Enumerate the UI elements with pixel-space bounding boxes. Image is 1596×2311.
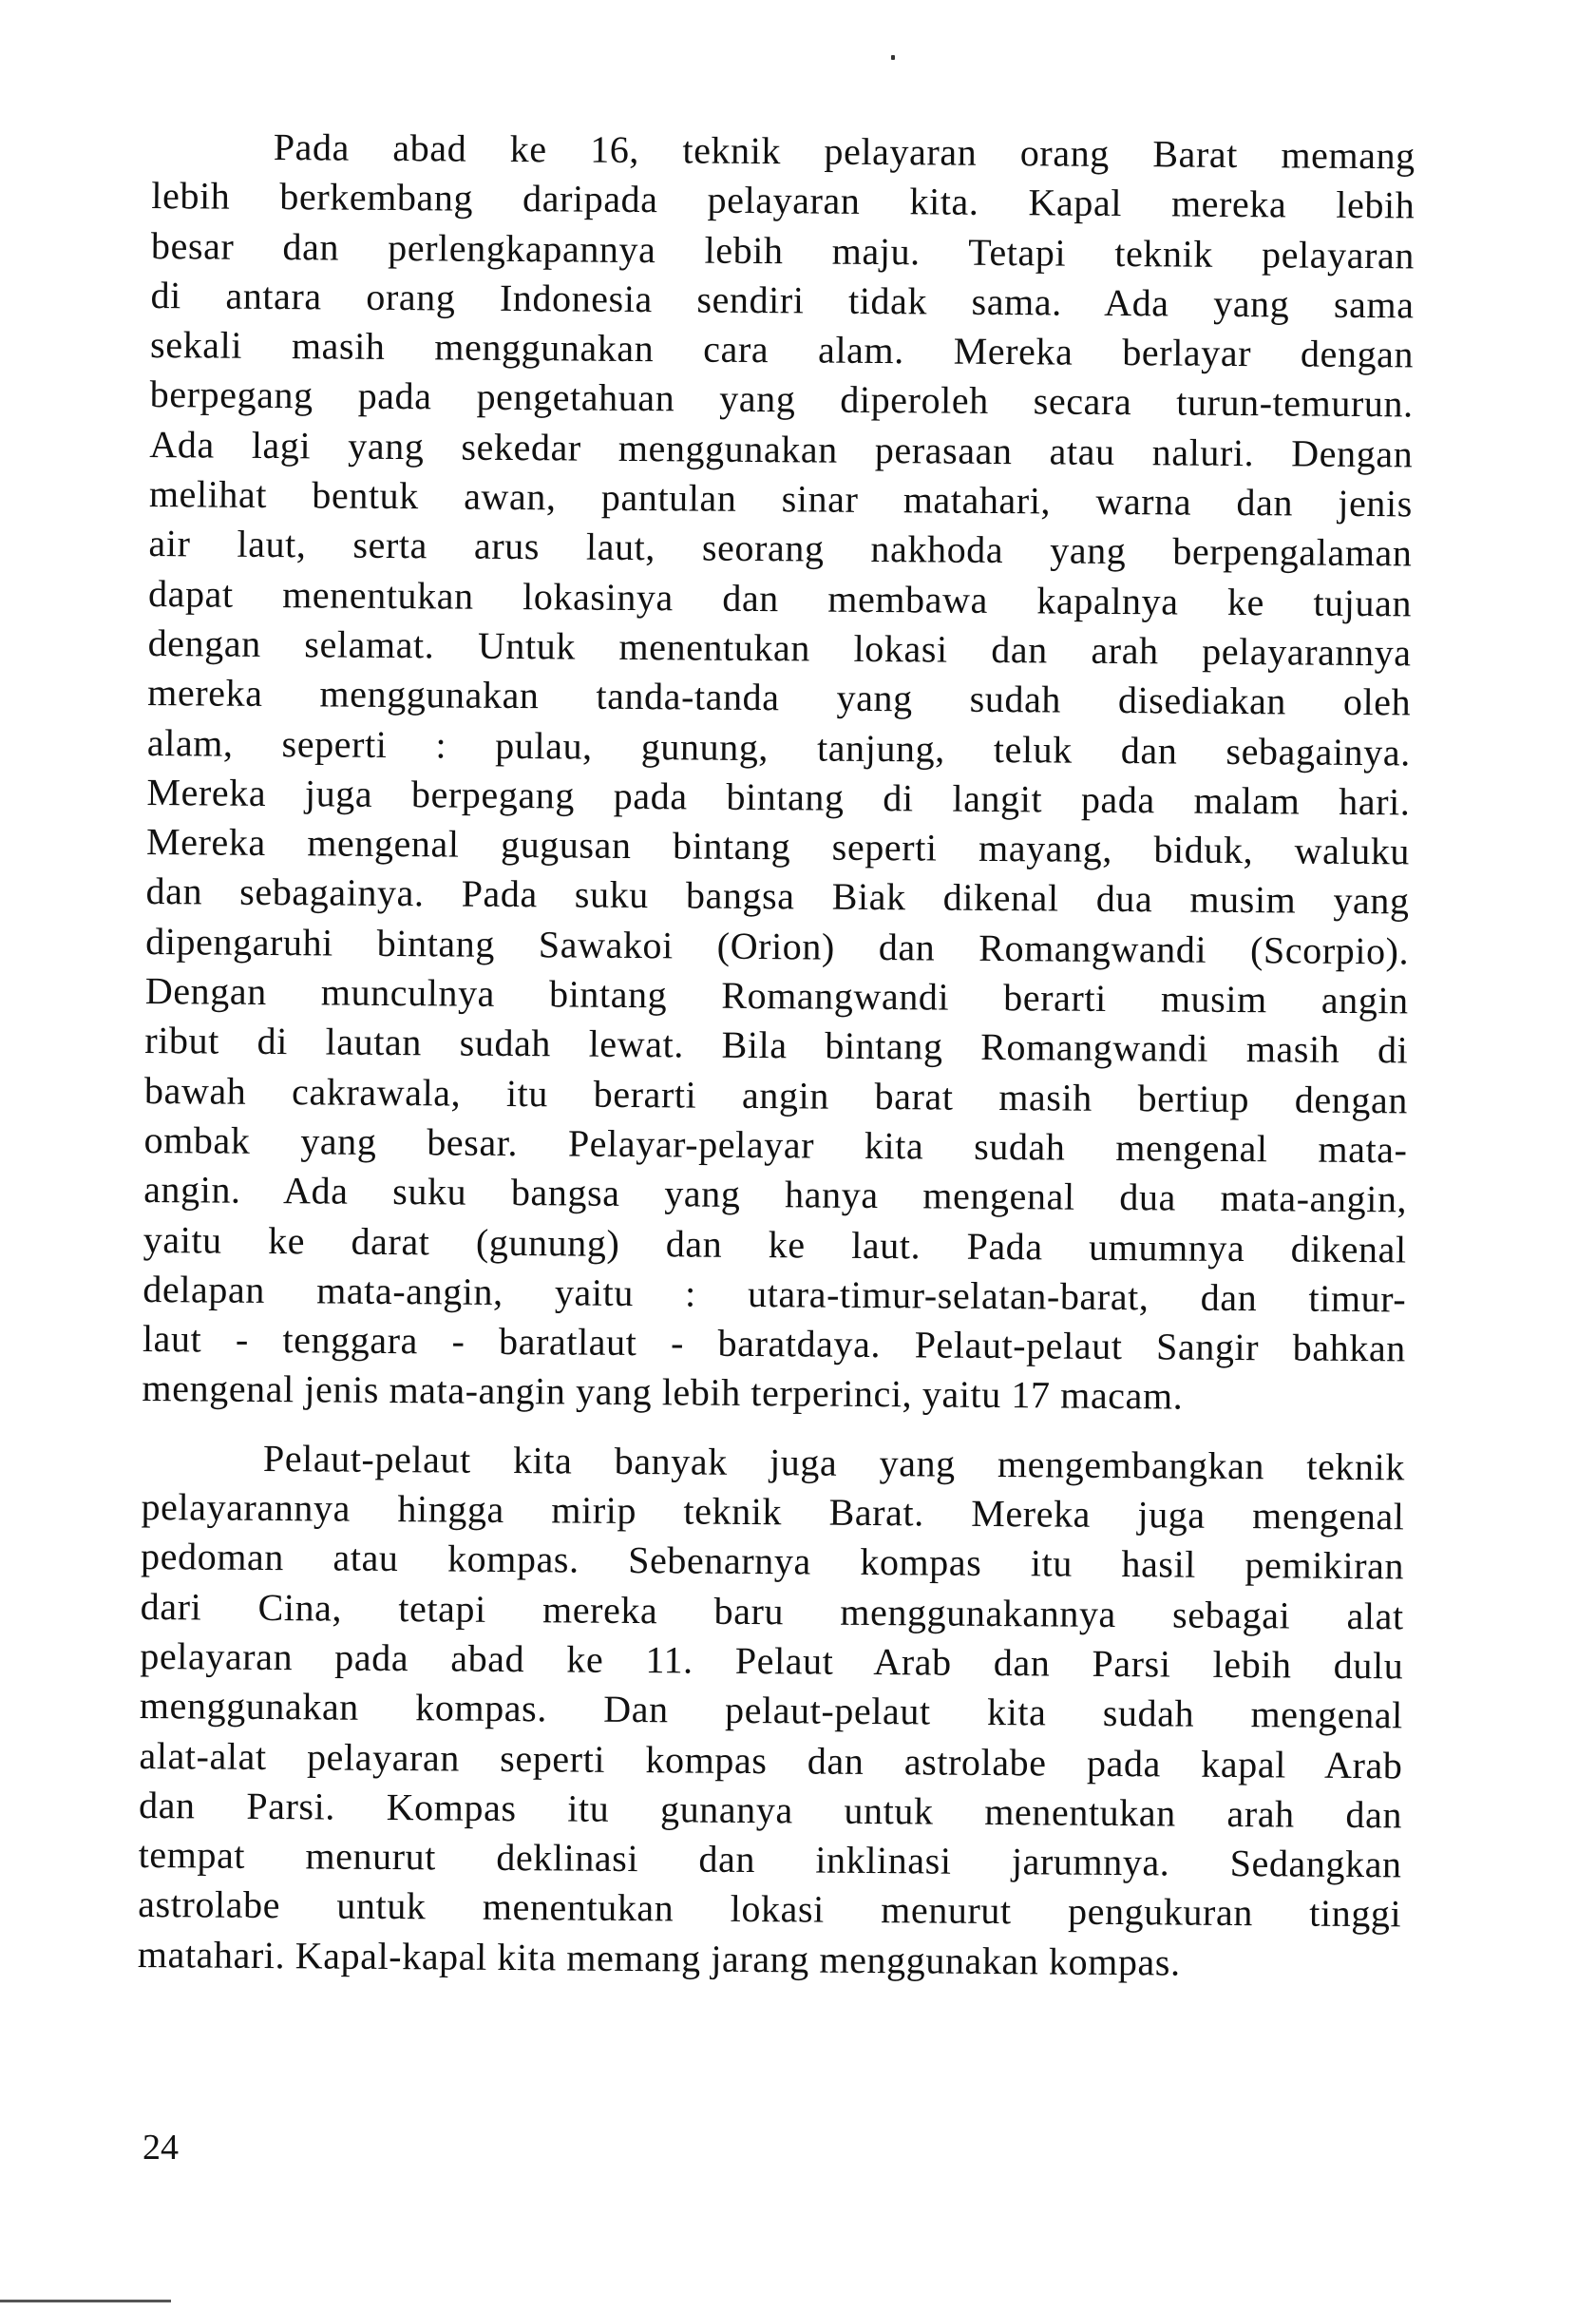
text-line: laut - tenggara - baratlaut - baratdaya. Pelaut-pelaut Sangir bahkan [142,1317,1407,1370]
text-line: alam, seperti : pulau, gunung, tanjung, teluk dan sebagainya. [146,720,1412,774]
scan-speck [891,55,895,60]
text-line: yaitu ke darat (gunung) dan ke laut. Pada umumnya dikenal [142,1217,1407,1270]
body-text [138,122,1416,1989]
text-line: melihat bentuk awan, pantulan sinar matahari, warna dan jenis [148,472,1414,525]
text-line: dan Parsi. Kompas itu gunanya untuk menentukan arah dan [138,1783,1403,1837]
paragraph-1 [142,122,1416,1423]
scan-edge-rule [0,2300,171,2302]
paragraph-2 [138,1433,1405,1990]
text-line: tempat menurut deklinasi dan inklinasi jarumnya. Sedangkan [138,1833,1402,1886]
text-line: dari Cina, tetapi mereka baru menggunakannya sebagai alat [140,1584,1404,1638]
text-line: dan sebagainya. Pada suku bangsa Biak dikenal dua musim yang [145,869,1410,923]
text-line: Dengan munculnya bintang Romangwandi berarti musim angin [144,969,1409,1022]
text-line: bawah cakrawala, itu berarti angin barat masih bertiup dengan [143,1068,1409,1122]
text-line: menggunakan kompas. Dan pelaut-pelaut kita sudah mengenal [139,1684,1404,1737]
text-line: mereka menggunakan tanda-tanda yang sudah disediakan oleh [147,671,1412,724]
text-line: pelayarannya hingga mirip teknik Barat. Mereka juga mengenal [141,1484,1405,1538]
text-line: lebih berkembang daripada pelayaran kita. Kapal mereka lebih [151,174,1416,227]
page-number: 24 [142,2128,179,2168]
text-line: Mereka mengenal gugusan bintang seperti mayang, biduk, waluku [145,820,1411,873]
text-line: pedoman atau kompas. Sebenarnya kompas itu hasil pemikiran [140,1535,1405,1588]
text-line: air laut, serta arus laut, seorang nakhoda yang berpengalaman [148,522,1413,575]
text-line: di antara orang Indonesia sendiri tidak sama. Ada yang sama [150,273,1415,327]
text-line: Mereka juga berpegang pada bintang di langit pada malam hari. [146,770,1411,824]
text-line: alat-alat pelayaran seperti kompas dan astrolabe pada kapal Arab [139,1733,1403,1786]
text-line: astrolabe untuk menentukan lokasi menurut pengukuran tinggi [138,1882,1402,1936]
text-line: ombak yang besar. Pelayar-pelayar kita sudah mengenal mata- [143,1117,1408,1172]
text-line: Ada lagi yang sekedar menggunakan perasaan atau naluri. Dengan [149,422,1414,476]
text-line: dipengaruhi bintang Sawakoi (Orion) dan Romangwandi (Scorpio). [145,919,1410,973]
text-line: Pada abad ke 16, teknik pelayaran orang Barat memang [273,125,1416,178]
text-line: delapan mata-angin, yaitu : utara-timur-selatan-barat, dan timur- [142,1267,1407,1321]
text-line: ribut di lautan sudah lewat. Bila bintang Romangwandi masih di [144,1019,1409,1072]
text-line: matahari. Kapal-kapal kita memang jarang menggunakan kompas. [137,1932,1181,1984]
text-line: berpegang pada pengetahuan yang diperoleh secara turun-temurun. [149,372,1414,426]
text-line: besar dan perlengkapannya lebih maju. Tetapi teknik pelayaran [150,223,1416,277]
text-line: angin. Ada suku bangsa yang hanya mengenal dua mata-angin, [142,1168,1408,1221]
text-line: dapat menentukan lokasinya dan membawa kapalnya ke tujuan [147,571,1413,625]
text-line: mengenal jenis mata-angin yang lebih terperinci, yaitu 17 macam. [142,1366,1184,1418]
text-line: Pelaut-pelaut kita banyak juga yang mengembangkan teknik [262,1436,1406,1489]
text-line: pelayaran pada abad ke 11. Pelaut Arab dan Parsi lebih dulu [140,1633,1404,1688]
text-line: sekali masih menggunakan cara alam. Mereka berlayar dengan [149,323,1415,376]
text-line: dengan selamat. Untuk menentukan lokasi dan arah pelayarannya [147,621,1412,675]
